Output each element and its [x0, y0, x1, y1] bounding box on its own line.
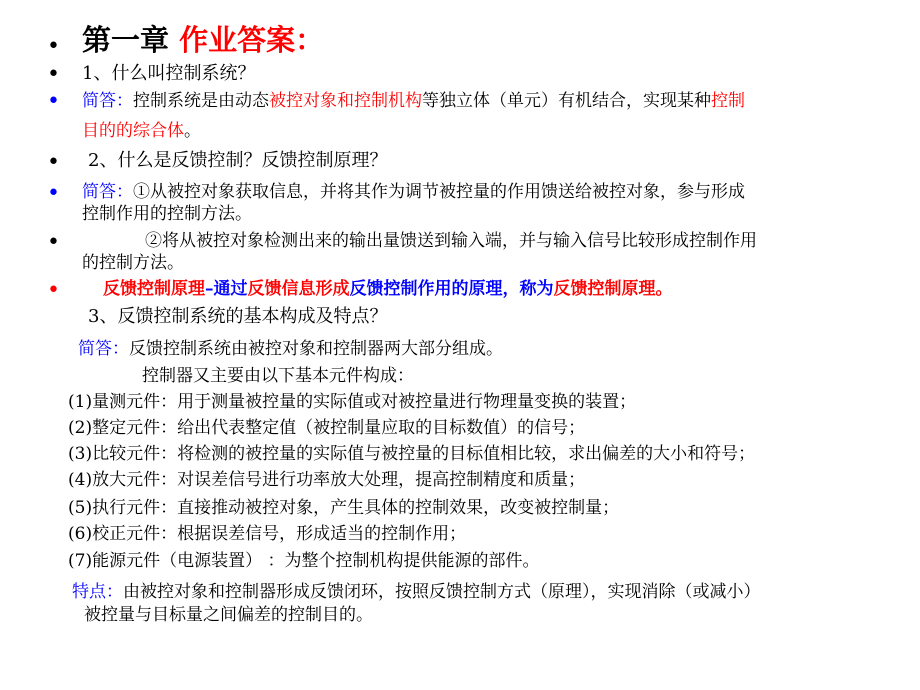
principle-highlight-3: 反馈控制原理。	[553, 279, 673, 299]
answer-1-highlight-3: 目的的综合体	[82, 121, 184, 141]
answer-3-label: 简答：	[78, 339, 129, 359]
answer-2-line-4: 的控制方法。	[82, 253, 184, 273]
principle-term: 反馈控制原理	[103, 279, 205, 299]
answer-1-highlight-2: 控制	[711, 91, 745, 111]
component-item-5: (5)执行元件：直接推动被控对象，产生具体的控制效果，改变被控制量；	[68, 498, 620, 518]
features-label: 特点：	[72, 582, 123, 602]
page-title	[82, 22, 324, 58]
bullet-q2: •	[47, 150, 60, 175]
answer-1-period: 。	[184, 121, 201, 141]
bullet-a2: •	[47, 181, 60, 206]
answer-1-text-2: 等独立体（单元）有机结合，实现某种	[422, 91, 711, 111]
bullet-principle: •	[47, 278, 60, 303]
answer-1-text: 控制系统是由动态	[133, 91, 269, 111]
answer-1-highlight-1: 被控对象和控制机构	[269, 91, 422, 111]
component-item-3: (3)比较元件：将检测的被控量的实际值与被控量的目标值相比较，求出偏差的大小和符号；	[68, 444, 756, 464]
answer-3-intro-text: 反馈控制系统由被控对象和控制器两大部分组成。	[129, 339, 503, 359]
principle-highlight-2: 反馈控制作用	[349, 279, 452, 299]
component-item-7: (7)能源元件（电源装置） ：为整个控制机构提供能源的部件。	[68, 551, 540, 571]
answer-2-line-1	[82, 181, 745, 203]
bullet-a2-2: •	[47, 230, 60, 255]
bullet-title: •	[47, 34, 60, 59]
bullet-q1: •	[47, 62, 60, 87]
title-chapter: 第一章	[82, 23, 170, 57]
answer-3-intro-2: 控制器又主要由以下基本元件构成：	[142, 366, 414, 386]
component-item-1: (1)量测元件：用于测量被控量的实际值或对被控量进行物理量变换的装置；	[68, 392, 637, 412]
features-line-2: 被控量与目标量之间偏差的控制目的。	[84, 605, 373, 625]
principle-text-2: 的原理，称为	[451, 279, 554, 299]
component-item-2: (2)整定元件：给出代表整定值（被控制量应取的目标数值）的信号；	[68, 418, 586, 438]
answer-1-line-2	[82, 120, 201, 142]
answer-1-line-1	[82, 90, 745, 112]
features-text-1: 由被控对象和控制器形成反馈闭环，按照反馈控制方式（原理），实现消除（或减小）	[123, 582, 761, 602]
component-item-6: (6)校正元件：根据误差信号，形成适当的控制作用；	[68, 524, 467, 544]
component-item-4: (4)放大元件：对误差信号进行功率放大处理，提高控制精度和质量；	[68, 470, 586, 490]
answer-2-label: 简答：	[82, 182, 133, 202]
question-1: 1、什么叫控制系统？	[82, 63, 256, 84]
answer-2-line-2: 控制作用的控制方法。	[82, 204, 252, 224]
features-line-1	[72, 581, 761, 603]
answer-3-intro	[78, 338, 503, 360]
title-answers: 作业答案：	[179, 23, 325, 57]
question-3: 3、反馈控制系统的基本构成及特点？	[88, 306, 388, 327]
principle-text-1: –通过	[205, 279, 248, 299]
answer-2-text-1: ①从被控对象获取信息，并将其作为调节被控量的作用馈送给被控对象，参与形成	[133, 182, 745, 202]
question-2: 2、什么是反馈控制？反馈控制原理？	[88, 150, 388, 171]
bullet-a1: •	[47, 89, 60, 114]
feedback-principle	[103, 278, 673, 300]
answer-2-line-3: ②将从被控对象检测出来的输出量馈送到输入端，并与输入信号比较形成控制作用	[145, 231, 757, 251]
answer-1-label: 简答：	[82, 91, 133, 111]
principle-highlight-1: 反馈信息形成	[247, 279, 350, 299]
